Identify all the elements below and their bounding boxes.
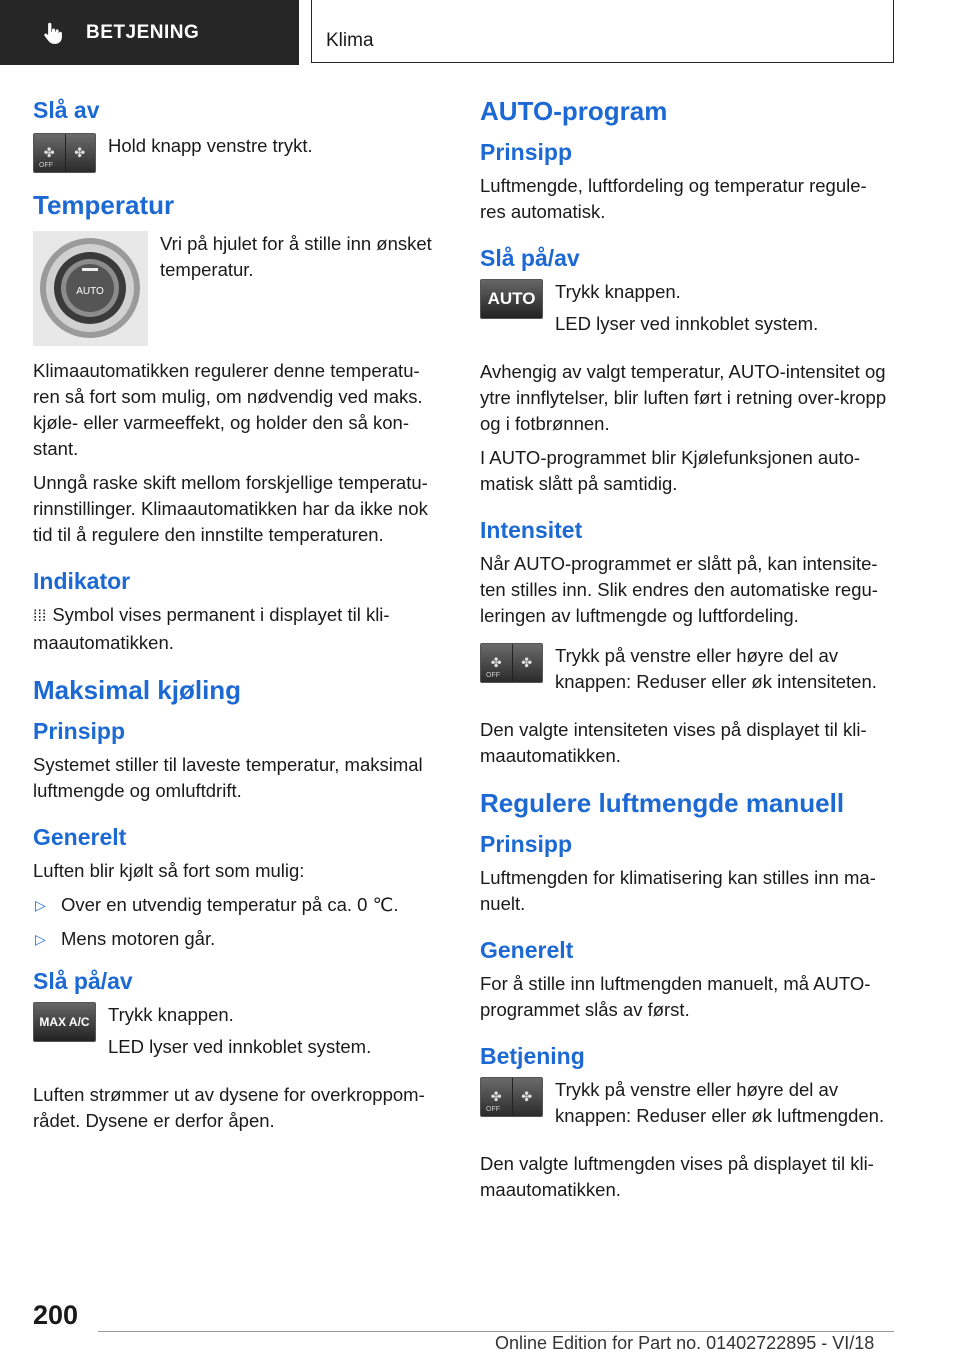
temperatur-instruction: Vri på hjulet for å stille inn ønsket temperatur. [160, 233, 432, 280]
temperatur-paragraph-1: Klimaautomatikken regulerer denne temperatu-ren så fort som mulig, om nødvendig ved maks. kjøle- eller varmeeffekt, og holder den så kon-stant. [33, 360, 423, 459]
fan-button-image [480, 643, 543, 683]
betjening-row [480, 1077, 892, 1135]
footer-divider [98, 1331, 894, 1332]
fan-button-image [480, 1077, 543, 1117]
auto-button-image: AUTO [480, 279, 543, 319]
dial-auto-label: AUTO [76, 286, 104, 297]
temperature-dial-image [33, 231, 148, 346]
edition-note: Online Edition for Part no. 01402722895 - VI/18 [495, 1333, 875, 1353]
sla-av-text: Hold knapp venstre trykt. [108, 135, 313, 156]
auto-prinsipp-text: Luftmengde, luftfordeling og temperatur regule-res automatisk. [480, 175, 867, 222]
intensitet-row [480, 643, 892, 701]
heading-maksimal-kjoling: Maksimal kjøling [33, 675, 242, 705]
heading-prinsipp: Prinsipp [33, 718, 126, 744]
left-column [33, 95, 438, 1142]
fan-large-icon: ✤ [521, 1089, 533, 1104]
sla-av-row [33, 133, 438, 173]
heading-intensitet: Intensitet [480, 517, 583, 543]
list-item: ▷ Mens motoren går. [33, 926, 438, 952]
section-tab [0, 0, 299, 65]
fan-large-icon: ✤ [521, 655, 533, 670]
heading-sla-pa-av: Slå på/av [480, 245, 580, 271]
auto-row [480, 279, 892, 343]
maksimal-closing: Luften strømmer ut av dysene for overkroppom-rådet. Dysene er derfor åpen. [33, 1084, 425, 1131]
triangle-bullet-icon: ▷ [35, 897, 46, 913]
heading-regulere-luftmengde: Regulere luftmengde manuell [480, 788, 845, 818]
auto-paragraph-1: Avhengig av valgt temperatur, AUTO-intensitet og ytre innflytelser, blir luften ført i retning over-kropp og i fotbrønnen. [480, 361, 887, 434]
intensitet-step: Trykk på venstre eller høyre del av knappen: Reduser eller øk intensiteten. [555, 645, 877, 692]
heading-sla-pa-av: Slå på/av [33, 968, 133, 994]
heading-generelt: Generelt [33, 824, 127, 850]
auto-step-1: Trykk knappen. [555, 281, 681, 302]
temperatur-row [33, 231, 438, 346]
condition-list [33, 892, 438, 952]
chapter-title: Klima [326, 30, 374, 51]
maxac-row [33, 1002, 438, 1066]
defrost-indicator-icon: ⁞⁞⁞ [33, 608, 47, 625]
intensitet-text: Når AUTO-programmet er slått på, kan intensite-ten stilles inn. Slik endres den automatiske regu-leringen av luftmengde og luftfordeling. [480, 553, 878, 626]
triangle-bullet-icon: ▷ [35, 931, 46, 947]
heading-sla-av: Slå av [33, 97, 100, 123]
page-number: 200 [33, 1300, 79, 1330]
fan-small-icon: ✤ [481, 1078, 513, 1116]
regulere-generelt-text: For å stille inn luftmengden manuelt, må AUTO-programmet slås av først. [480, 973, 871, 1020]
regulere-prinsipp-text: Luftmengden for klimatisering kan stilles inn ma-nuelt. [480, 867, 876, 914]
betjening-step: Trykk på venstre eller høyre del av knappen: Reduser eller øk luftmengden. [555, 1079, 885, 1126]
maksimal-prinsipp-text: Systemet stiller til laveste temperatur, maksimal luftmengde og omluftdrift. [33, 754, 423, 801]
hand-pointer-icon [40, 20, 66, 46]
betjening-after: Den valgte luftmengden vises på displayet til kli-maautomatikken. [480, 1153, 874, 1200]
list-item: ▷ Over en utvendig temperatur på ca. 0 ℃. [33, 892, 438, 918]
fan-button-image [33, 133, 96, 173]
chapter-tab [311, 0, 894, 63]
heading-temperatur: Temperatur [33, 190, 175, 220]
auto-paragraph-2: I AUTO-programmet blir Kjølefunksjonen auto-matisk slått på samtidig. [480, 447, 861, 494]
fan-large-icon: ✤ [74, 145, 86, 160]
temperatur-paragraph-2: Unngå raske skift mellom forskjellige temperatu-rinnstillinger. Klimaautomatikken har da ikke nok tid til å regulere den innstilte temperaturen. [33, 472, 428, 545]
maksimal-generelt-text: Luften blir kjølt så fort som mulig: [33, 860, 305, 881]
heading-prinsipp: Prinsipp [480, 139, 573, 165]
heading-indikator: Indikator [33, 568, 131, 594]
off-label: OFF [486, 1106, 500, 1113]
right-column [480, 95, 892, 1211]
section-title: BETJENING [86, 21, 200, 43]
intensitet-after: Den valgte intensiteten vises på displayet til kli-maautomatikken. [480, 719, 867, 766]
off-label: OFF [486, 672, 500, 679]
off-label: OFF [39, 162, 53, 169]
max-ac-button-image: MAX A/C [33, 1002, 96, 1042]
heading-prinsipp: Prinsipp [480, 831, 573, 857]
maxac-step-1: Trykk knappen. [108, 1004, 234, 1025]
heading-auto-program: AUTO-program [480, 96, 668, 126]
maxac-step-2: LED lyser ved innkoblet system. [108, 1036, 372, 1057]
auto-step-2: LED lyser ved innkoblet system. [555, 313, 819, 334]
heading-betjening: Betjening [480, 1043, 585, 1069]
fan-small-icon: ✤ [34, 134, 66, 172]
indikator-text: Symbol vises permanent i displayet til kli-maautomatikken. [33, 604, 390, 653]
heading-generelt: Generelt [480, 937, 574, 963]
fan-small-icon: ✤ [481, 644, 513, 682]
